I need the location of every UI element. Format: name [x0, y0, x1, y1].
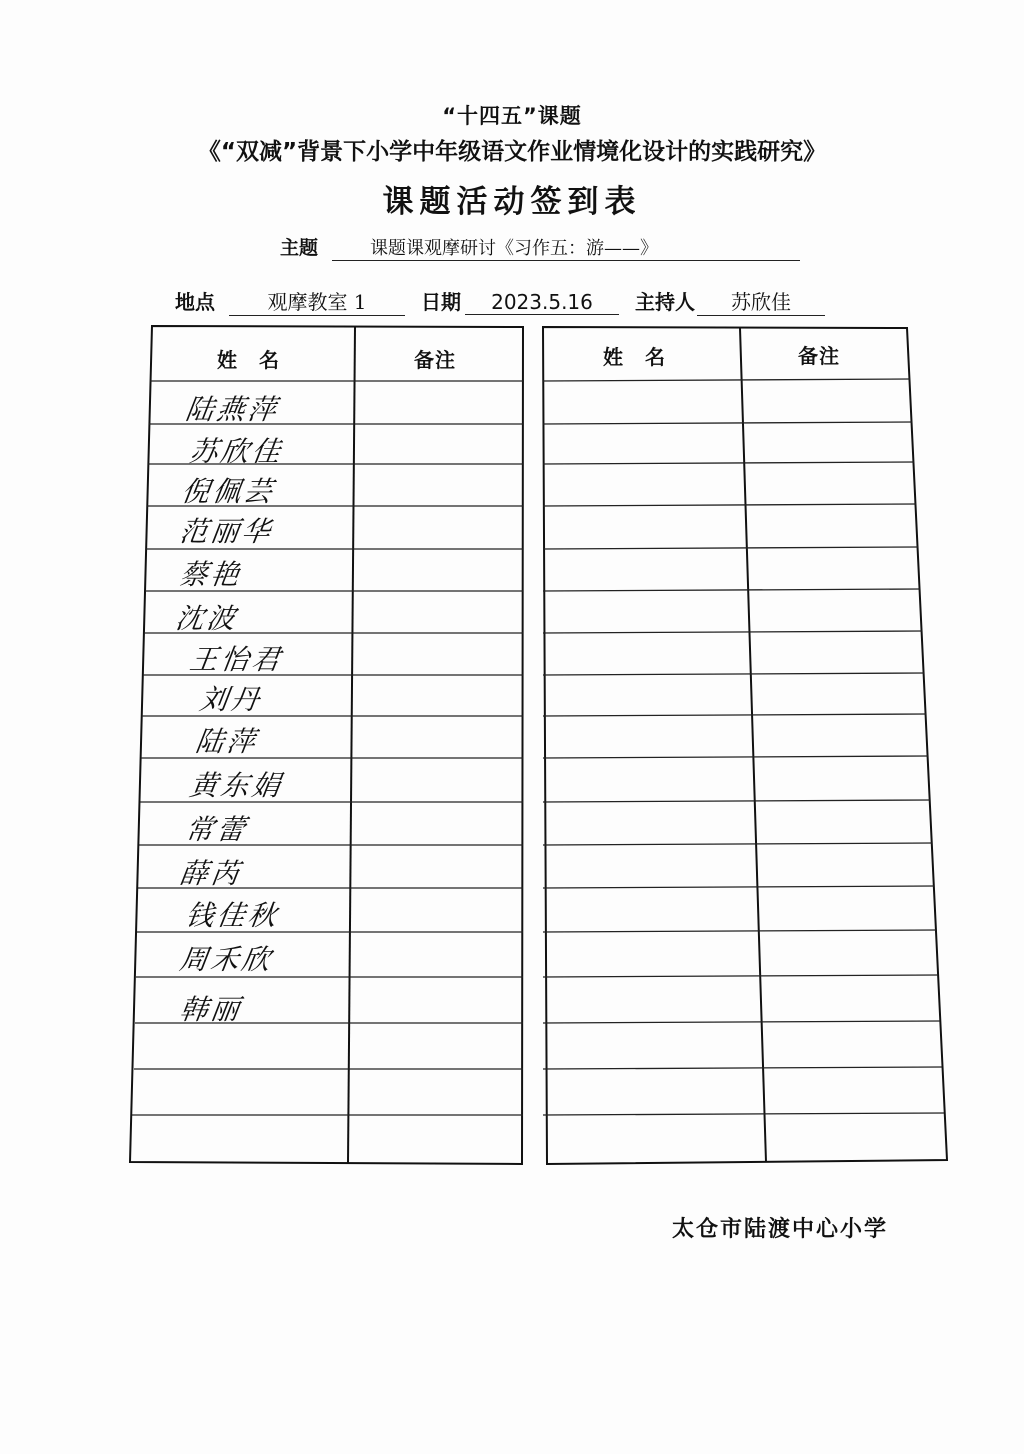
signature: 蔡艳: [177, 558, 245, 591]
signature: 常蕾: [183, 813, 251, 846]
form-title: 课题活动签到表: [382, 184, 642, 220]
school-name: 太仓市陆渡中心小学: [672, 1217, 889, 1242]
header-name-right: 姓 名: [603, 345, 666, 369]
project-title: 《“双减”背景下小学中年级语文作业情境化设计的实践研究》: [197, 139, 827, 165]
host-label: 主持人: [635, 290, 695, 314]
signature: 黄东娟: [187, 769, 286, 802]
signature: 范丽华: [177, 515, 276, 548]
topic-value: 课题课观摩研讨《习作五：游——》: [332, 234, 800, 261]
series-title: “十四五”课题: [442, 104, 582, 128]
signature: 韩丽: [177, 993, 245, 1026]
signature: 陆燕萍: [183, 393, 282, 426]
topic-label: 主题: [280, 237, 319, 259]
location-value: 观摩教室 1: [229, 286, 405, 316]
header-remark-left: 备注: [414, 348, 456, 372]
signature: 陆萍: [193, 725, 261, 758]
signature: 周禾欣: [177, 943, 276, 976]
header-remark-right: 备注: [798, 344, 840, 368]
host-value: 苏欣佳: [697, 286, 825, 316]
signature: 苏欣佳: [187, 435, 286, 468]
signature: 刘丹: [197, 683, 265, 716]
signature: 薛芮: [177, 857, 245, 890]
date-value: 2023.5.16: [465, 290, 619, 315]
signature: 王怡君: [187, 643, 286, 676]
date-label: 日期: [421, 290, 461, 314]
location-label: 地点: [175, 290, 215, 314]
signature: 沈波: [173, 602, 241, 635]
signature: 钱佳秋: [183, 899, 282, 932]
header-name-left: 姓 名: [217, 348, 280, 372]
signature: 倪佩芸: [179, 475, 278, 508]
